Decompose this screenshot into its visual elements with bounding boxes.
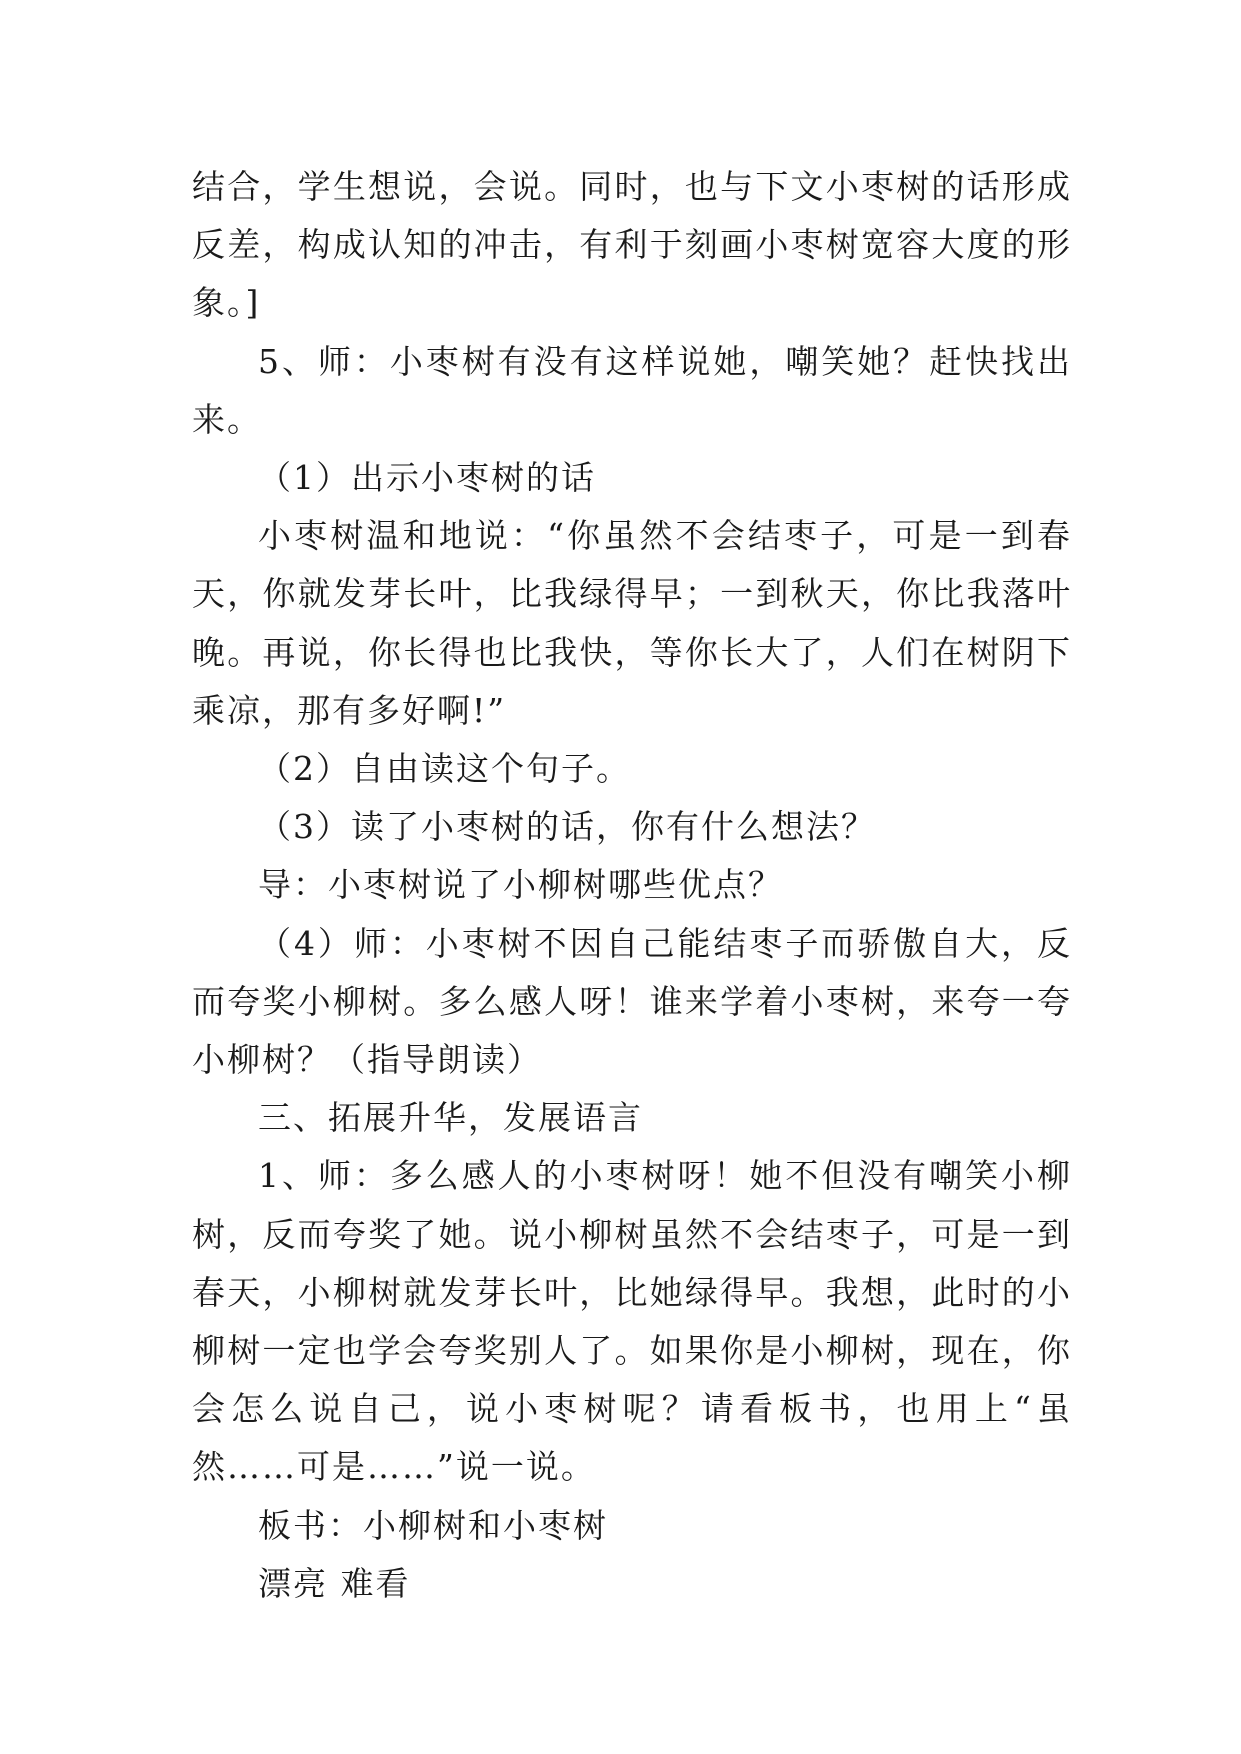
document-body [192,158,1072,1613]
paragraph-step-1: 1、师：多么感人的小枣树呀！她不但没有嘲笑小柳树，反而夸奖了她。说小柳树虽然不会结枣子，可是一到春天，小柳树就发芽长叶，比她绿得早。我想，此时的小柳树一定也学会夸奖别人了。如果你是小柳树，现在，你会怎么说自己，说小枣树呢？请看板书，也用上“虽然……可是……”说一说。 [192,1156,1072,1487]
paragraph-sub-3: （3）读了小枣树的话，你有什么想法？ [258,807,876,847]
paragraph-sub-1: （1）出示小枣树的话 [258,458,596,498]
paragraph-step-5: 5、师：小枣树有没有这样说她，嘲笑她？赶快找出来。 [192,341,1072,439]
paragraph-blackboard-words: 漂亮 难看 [258,1563,411,1603]
paragraph-blackboard: 板书：小柳树和小枣树 [258,1505,608,1545]
paragraph-continuation: 结合，学生想说，会说。同时，也与下文小枣树的话形成反差，构成认知的冲击，有利于刻画小枣树宽容大度的形象。] [192,167,1072,323]
paragraph-jujube-quote: 小枣树温和地说：“你虽然不会结枣子，可是一到春天，你就发芽长叶，比我绿得早；一到秋天，你比我落叶晚。再说，你长得也比我快，等你长大了，人们在树阴下乘凉，那有多好啊!” [192,516,1072,730]
paragraph-guide: 导：小枣树说了小柳树哪些优点？ [258,865,783,905]
paragraph-sub-2: （2）自由读这个句子。 [258,749,631,789]
section-heading-3: 三、拓展升华，发展语言 [258,1098,643,1138]
paragraph-sub-4: （4）师：小枣树不因自己能结枣子而骄傲自大，反而夸奖小柳树。多么感人呀！谁来学着小枣树，来夸一夸小柳树？（指导朗读） [192,923,1072,1080]
